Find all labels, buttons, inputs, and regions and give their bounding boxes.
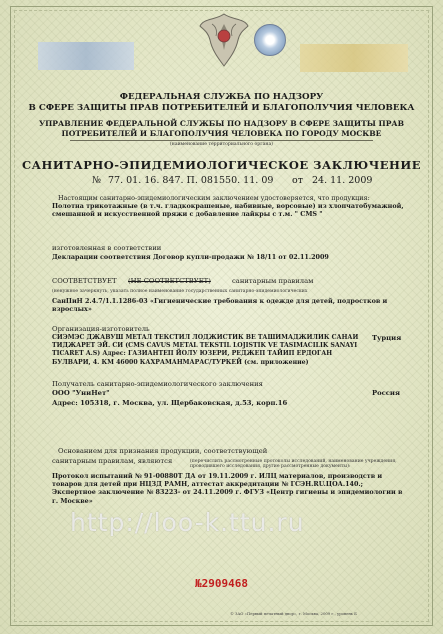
recipient-label: Получатель санитарно-эпидемиологического заключения: [52, 380, 263, 388]
office-line-2: ПОТРЕБИТЕЛЕЙ И БЛАГОПОЛУЧИЯ ЧЕЛОВЕКА ПО ГОРОДУ МОСКВЕ: [61, 129, 382, 138]
org-value: СИЭМЭС ДЖАВУШ МЕТАЛ ТЕКСТИЛ ЛОДЖИСТИК ВЕ ТАШИМАДЖИЛИК САНАИ ТИДЖАРЕТ ЭЙ. СИ (CMS CAVUS METAL TEKSTIL LOJISTIK VE TASIMACILIK SANAYI TICARET A.S) Адрес: ГАЗИАНТЕП ЙОЛУ ЮЗЕРИ, РЕДЖЕП ТАЙИП ЕРДОГАН БУЛВАРИ, 4. КМ 46000 КАХРАМАНМАРАС/ТУРКЕЙ (см. приложение): [52, 334, 359, 366]
hologram-seal: [254, 24, 286, 56]
document-date: 24. 11. 2009: [312, 175, 373, 186]
office-underline: [70, 140, 373, 141]
security-stamp-left: [38, 42, 134, 70]
security-stamp-right: [300, 44, 408, 72]
number-label: №: [92, 175, 101, 186]
basis-note: (перечислить рассмотренные протоколы исследований, наименование учреждения, проводившего исследования, другие рассмотренные документы):: [190, 459, 397, 469]
conform-struck: (НЕ СООТВЕТСТВУЕТ): [128, 277, 211, 285]
document-title: САНИТАРНО-ЭПИДЕМИОЛОГИЧЕСКОЕ ЗАКЛЮЧЕНИЕ: [22, 158, 421, 172]
org-label: Организация-изготовитель: [52, 325, 150, 333]
manufactured-value: Декларации соответствия Договор купли-продажи № 18/11 от 02.11.2009: [52, 253, 329, 261]
coat-of-arms-emblem: [196, 10, 252, 72]
office-line-1: УПРАВЛЕНИЕ ФЕДЕРАЛЬНОЙ СЛУЖБЫ ПО НАДЗОРУ В СФЕРЕ ЗАЩИТЫ ПРАВ: [38, 119, 405, 128]
date-label: от: [292, 175, 303, 186]
org-country: Турция: [372, 334, 402, 342]
conform-label: СООТВЕТСТВУЕТ: [52, 277, 117, 285]
serial-number: №2909468: [195, 577, 248, 590]
agency-line-1: ФЕДЕРАЛЬНАЯ СЛУЖБА ПО НАДЗОРУ: [119, 92, 324, 102]
document-number: 77. 01. 16. 847. П. 081550. 11. 09: [108, 175, 274, 186]
basis-value: Протокол испытаний № 91-00880Т ДА от 19.11.2009 г. ИЛЦ материалов, производств и товаров для детей при НЦЗД РАМН, аттестат аккредитации № ГСЭН.RU.ЦОА.140.; Экспертное заключение № 83223- от 24.11.2009 г. ФГУЗ «Центр гигиены и эпидемиологии в г. Москве»: [52, 472, 403, 505]
conform-tail: санитарным правилам: [232, 277, 314, 285]
printer-imprint: © ЗАО «Первый печатный двор», г. Москва, 2009 г., уровень Б: [230, 611, 357, 616]
product-text: Полотна трикотажные (в т.ч. гладкокрашеные, набивные, ворсовые) из хлопчатобумажной, смешанной и искусственной пряжи с добавление лайкры с т.м. " CMS ": [52, 202, 404, 219]
basis-tail: санитарным правилам, являются: [52, 457, 173, 465]
agency-line-2: В СФЕРЕ ЗАЩИТЫ ПРАВ ПОТРЕБИТЕЛЕЙ И БЛАГОПОЛУЧИЯ ЧЕЛОВЕКА: [28, 103, 415, 113]
office-caption: (наименование территориального органа): [170, 142, 273, 147]
site-watermark: http://loo-k.ttu.ru: [70, 508, 305, 537]
rules-value: СанПиН 2.4.7/1.1.1286-03 «Гигиенические требования к одежде для детей, подростков и взрослых»: [52, 297, 388, 314]
manufactured-label: изготовленная в соответствии: [52, 244, 162, 252]
recipient-country: Россия: [372, 389, 400, 397]
intro-text: Настоящим санитарно-эпидемиологическим заключением удостоверяется, что продукция:: [58, 194, 370, 202]
recipient-name: ООО "УниНет": [52, 389, 110, 397]
recipient-address: Адрес: 105318, г. Москва, ул. Щербаковская, д.53, корп.16: [52, 399, 288, 407]
basis-label: Основанием для признания продукции, соответствующей: [58, 447, 268, 455]
conform-note: (ненужное зачеркнуть, указать полное наименование государственных санитарно-эпидемиологических: [52, 289, 308, 294]
